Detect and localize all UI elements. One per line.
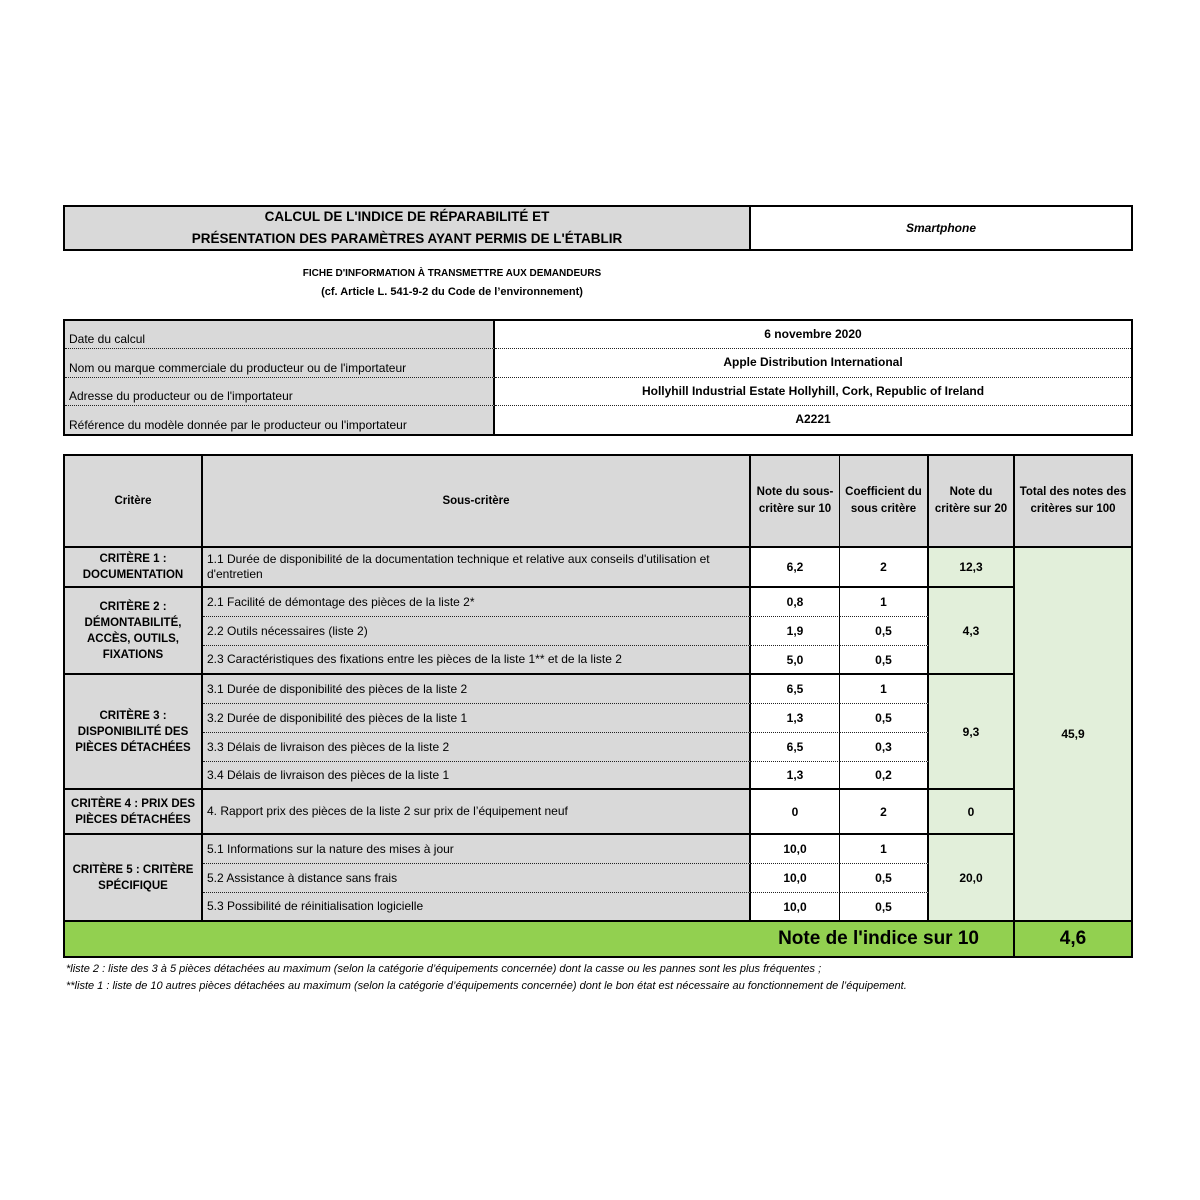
- subtitle: [63, 264, 841, 302]
- subcriterion-3-4-coefficient: 0,2: [840, 762, 929, 790]
- subtitle-line-2: (cf. Article L. 541-9-2 du Code de l’environnement): [321, 286, 583, 298]
- subcriterion-2-2-label: 2.2 Outils nécessaires (liste 2): [203, 617, 751, 646]
- subcriterion-2-1-label: 2.1 Facilité de démontage des pièces de la liste 2*: [203, 588, 751, 617]
- column-header-coefficient: Coefficient du sous critère: [840, 456, 929, 548]
- document-title: [65, 207, 751, 249]
- subcriterion-5-2-coefficient: 0,5: [840, 864, 929, 893]
- repairability-table: [63, 454, 1133, 958]
- column-header-criterion-score: Note du critère sur 20: [929, 456, 1015, 548]
- subcriterion-3-4-label: 3.4 Délais de livraison des pièces de la liste 1: [203, 762, 751, 790]
- column-header-sub-score: Note du sous-critère sur 10: [751, 456, 840, 548]
- info-value-date: 6 novembre 2020: [495, 321, 1131, 349]
- title-block: [63, 205, 1133, 251]
- info-label-model-reference: Référence du modèle donnée par le producteur ou l'importateur: [65, 406, 495, 434]
- subcriterion-3-2-label: 3.2 Durée de disponibilité des pièces de la liste 1: [203, 704, 751, 733]
- subcriterion-2-3-coefficient: 0,5: [840, 646, 929, 675]
- info-table: [63, 319, 1133, 436]
- footnotes: [66, 961, 1166, 995]
- subcriterion-3-3-score: 6,5: [751, 733, 840, 762]
- subcriterion-5-3-score: 10,0: [751, 893, 840, 922]
- criterion-4-score: 0: [929, 790, 1015, 835]
- info-label-producer: Nom ou marque commerciale du producteur ou de l'importateur: [65, 349, 495, 378]
- column-header-total: Total des notes des critères sur 100: [1015, 456, 1131, 548]
- criterion-1-label: CRITÈRE 1 : DOCUMENTATION: [65, 548, 203, 588]
- criterion-5-label: CRITÈRE 5 : CRITÈRE SPÉCIFIQUE: [65, 835, 203, 922]
- subcriterion-5-1-score: 10,0: [751, 835, 840, 864]
- criterion-2-label: CRITÈRE 2 : DÉMONTABILITÉ, ACCÈS, OUTILS, FIXATIONS: [65, 588, 203, 675]
- subcriterion-2-2-coefficient: 0,5: [840, 617, 929, 646]
- subcriterion-3-3-label: 3.3 Délais de livraison des pièces de la liste 2: [203, 733, 751, 762]
- footnote-list-1: **liste 1 : liste de 10 autres pièces détachées au maximum (selon la catégorie d’équipements concernée) dont le bon état est nécessaire au fonctionnement de l’équipement.: [66, 980, 907, 992]
- subcriterion-3-1-score: 6,5: [751, 675, 840, 704]
- subcriterion-2-1-score: 0,8: [751, 588, 840, 617]
- footnote-list-2: *liste 2 : liste des 3 à 5 pièces détachées au maximum (selon la catégorie d’équipements concernée) dont la casse ou les pannes sont les plus fréquentes ;: [66, 963, 822, 975]
- product-category-cell: [751, 207, 1131, 249]
- subcriterion-3-2-score: 1,3: [751, 704, 840, 733]
- title-line-2: PRÉSENTATION DES PARAMÈTRES AYANT PERMIS DE L'ÉTABLIR: [191, 231, 623, 246]
- subcriterion-5-1-coefficient: 1: [840, 835, 929, 864]
- info-value-model-reference: A2221: [795, 412, 831, 426]
- criterion-3-label: CRITÈRE 3 : DISPONIBILITÉ DES PIÈCES DÉTACHÉES: [65, 675, 203, 790]
- criterion-4-label: CRITÈRE 4 : PRIX DES PIÈCES DÉTACHÉES: [65, 790, 203, 835]
- info-label-address: Adresse du producteur ou de l'importateur: [65, 378, 495, 406]
- subcriterion-5-3-coefficient: 0,5: [840, 893, 929, 922]
- subcriterion-2-2-score: 1,9: [751, 617, 840, 646]
- subcriterion-1-1-label: 1.1 Durée de disponibilité de la documentation technique et relative aux conseils d'utilisation et d'entretien: [203, 548, 751, 588]
- subcriterion-2-1-coefficient: 1: [840, 588, 929, 617]
- subcriterion-4-coefficient: 2: [840, 790, 929, 835]
- subcriterion-3-4-score: 1,3: [751, 762, 840, 790]
- subcriterion-5-2-label: 5.2 Assistance à distance sans frais: [203, 864, 751, 893]
- subcriterion-2-3-score: 5,0: [751, 646, 840, 675]
- column-header-criterion: Critère: [65, 456, 203, 548]
- subtitle-line-1: FICHE D'INFORMATION À TRANSMETTRE AUX DEMANDEURS: [302, 268, 602, 279]
- subcriterion-4-label: 4. Rapport prix des pièces de la liste 2 sur prix de l’équipement neuf: [203, 790, 751, 835]
- subcriterion-1-1-coefficient: 2: [840, 548, 929, 588]
- criterion-5-score: 20,0: [929, 835, 1015, 922]
- criterion-1-score: 12,3: [929, 548, 1015, 588]
- info-value-address: Hollyhill Industrial Estate Hollyhill, Cork, Republic of Ireland: [495, 378, 1131, 406]
- subcriterion-5-3-label: 5.3 Possibilité de réinitialisation logicielle: [203, 893, 751, 922]
- title-line-1: CALCUL DE L'INDICE DE RÉPARABILITÉ ET: [264, 209, 550, 224]
- subcriterion-3-1-coefficient: 1: [840, 675, 929, 704]
- info-label-date: Date du calcul: [65, 321, 495, 349]
- index-score-value: 4,6: [1015, 922, 1131, 956]
- subcriterion-1-1-score: 6,2: [751, 548, 840, 588]
- subcriterion-3-3-coefficient: 0,3: [840, 733, 929, 762]
- index-score-label: Note de l'indice sur 10: [65, 922, 1015, 956]
- criterion-2-score: 4,3: [929, 588, 1015, 675]
- criterion-3-score: 9,3: [929, 675, 1015, 790]
- column-header-sub-criterion: Sous-critère: [203, 456, 751, 548]
- subcriterion-3-1-label: 3.1 Durée de disponibilité des pièces de la liste 2: [203, 675, 751, 704]
- product-category: Smartphone: [905, 221, 976, 235]
- subcriterion-2-3-label: 2.3 Caractéristiques des fixations entre les pièces de la liste 1** et de la liste 2: [203, 646, 751, 675]
- subcriterion-3-2-coefficient: 0,5: [840, 704, 929, 733]
- total-score: 45,9: [1015, 548, 1131, 922]
- subcriterion-5-1-label: 5.1 Informations sur la nature des mises à jour: [203, 835, 751, 864]
- info-value-producer: Apple Distribution International: [495, 349, 1131, 378]
- subcriterion-5-2-score: 10,0: [751, 864, 840, 893]
- subcriterion-4-score: 0: [751, 790, 840, 835]
